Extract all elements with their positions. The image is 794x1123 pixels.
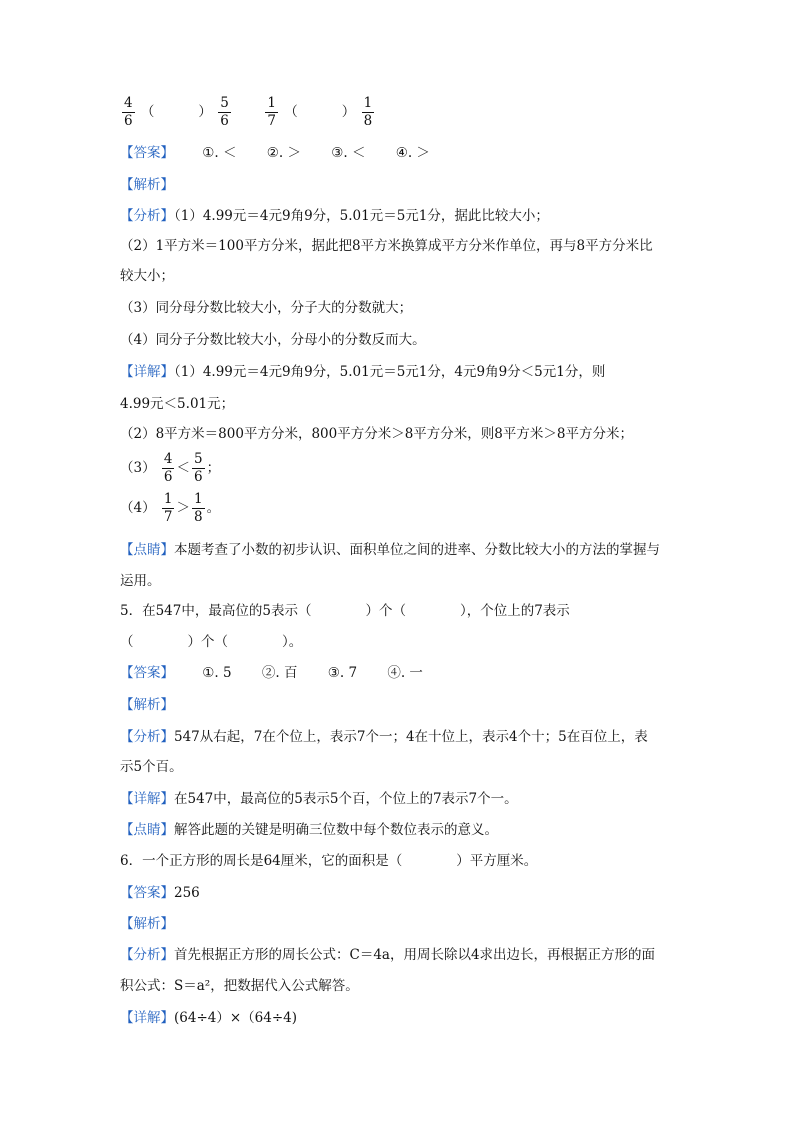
- fraction-5-6: $\frac{5}{6}$: [220, 95, 229, 129]
- answer-option: ③. 7: [327, 665, 358, 681]
- q6-fenxi-a: 【分析】首先根据正方形的周长公式：C＝4a，用周长除以4求出边长，再根据正方形的面: [120, 947, 656, 963]
- fraction-5-6: $\frac{5}{6}$: [193, 451, 203, 485]
- fraction-4-6: $\frac{4}{6}$: [124, 95, 133, 129]
- q4-fenxi-2b: 较大小；: [120, 268, 174, 284]
- answer-option: ④. 一: [387, 665, 423, 681]
- q6-question: 6．一个正方形的周长是64厘米，它的面积是（ ）平方厘米。: [120, 853, 538, 869]
- q5-dianjing: 【点睛】解答此题的关键是明确三位数中每个数位表示的意义。: [120, 822, 498, 838]
- blank-open: （: [140, 104, 155, 120]
- answer-option: ②. ＞: [266, 145, 301, 161]
- blank-close: ）: [341, 104, 356, 120]
- answer-tag: 【答案】: [120, 665, 174, 681]
- q4-xiangjie-4: （4） $\frac{1}{7}$ ＞ $\frac{1}{8}$ 。: [120, 491, 221, 525]
- q4-xiangjie-3: （3） $\frac{4}{6}$ ＜ $\frac{5}{6}$ ；: [120, 451, 221, 485]
- q5-question-b: （ ）个（ ）。: [120, 634, 303, 650]
- fraction-4-6: $\frac{4}{6}$: [163, 451, 173, 485]
- fraction-1-7: $\frac{1}{7}$: [267, 95, 276, 129]
- q4-answer: [120, 143, 456, 163]
- q6-answer: [120, 883, 200, 903]
- answer-option: ①. 5: [202, 665, 232, 681]
- answer-tag: 【答案】: [120, 885, 174, 901]
- q4-fenxi-2a: （2）1平方米＝100平方分米，据此把8平方米换算成平方分米作单位，再与8平方分米比: [120, 238, 653, 254]
- blank-open: （: [284, 104, 298, 120]
- answer-option: ③. ＜: [331, 145, 366, 161]
- q4-comparison-row: [120, 96, 376, 129]
- answer-option: ①. ＜: [202, 145, 237, 161]
- q6-fenxi-b: 积公式：S＝a²，把数据代入公式解答。: [120, 978, 359, 994]
- q5-question-a: 5．在547中，最高位的5表示（ ）个（ ），个位上的7表示: [120, 603, 570, 619]
- fraction-1-8: $\frac{1}{8}$: [193, 491, 203, 525]
- q4-xiangjie-1a: 【详解】（1）4.99元＝4元9角9分，5.01元＝5元1分，4元9角9分＜5元1分，则: [120, 364, 606, 380]
- q5-fenxi-b: 示5个百。: [120, 759, 183, 775]
- answer-tag: 【答案】: [120, 145, 174, 161]
- answer-option: ④. ＞: [395, 145, 430, 161]
- q5-jiexi: 【解析】: [120, 697, 174, 713]
- q4-jiexi: 【解析】: [120, 177, 174, 193]
- fraction-1-7: $\frac{1}{7}$: [163, 491, 173, 525]
- q6-xiangjie: 【详解】(64÷4）×（64÷4): [120, 1010, 298, 1026]
- q4-xiangjie-2: （2）8平方米＝800平方分米，800平方分米＞8平方分米，则8平方米＞8平方分米；: [120, 426, 633, 442]
- fraction-1-8: $\frac{1}{8}$: [363, 95, 373, 129]
- q4-fenxi-4: （4）同分子分数比较大小，分母小的分数反而大。: [120, 332, 426, 348]
- q4-fenxi-3: （3）同分母分数比较大小，分子大的分数就大；: [120, 300, 413, 316]
- q4-dianjing-a: 【点睛】本题考查了小数的初步认识、面积单位之间的进率、分数比较大小的方法的掌握与: [120, 542, 660, 558]
- answer-option: ②. 百: [261, 665, 298, 681]
- q4-fenxi-1: 【分析】（1）4.99元＝4元9角9分，5.01元＝5元1分，据此比较大小；: [120, 208, 549, 224]
- q5-answer: [120, 663, 449, 683]
- q6-jiexi: 【解析】: [120, 916, 174, 932]
- blank-close: ）: [198, 104, 212, 120]
- q4-dianjing-b: 运用。: [120, 573, 161, 589]
- q5-fenxi-a: 【分析】547从右起，7在个位上，表示7个一；4在十位上，表示4个十；5在百位上，表: [120, 729, 648, 745]
- q5-xiangjie: 【详解】在547中，最高位的5表示5个百，个位上的7表示7个一。: [120, 791, 518, 807]
- answer-value: 256: [174, 885, 200, 901]
- q4-xiangjie-1b: 4.99元＜5.01元；: [120, 396, 235, 412]
